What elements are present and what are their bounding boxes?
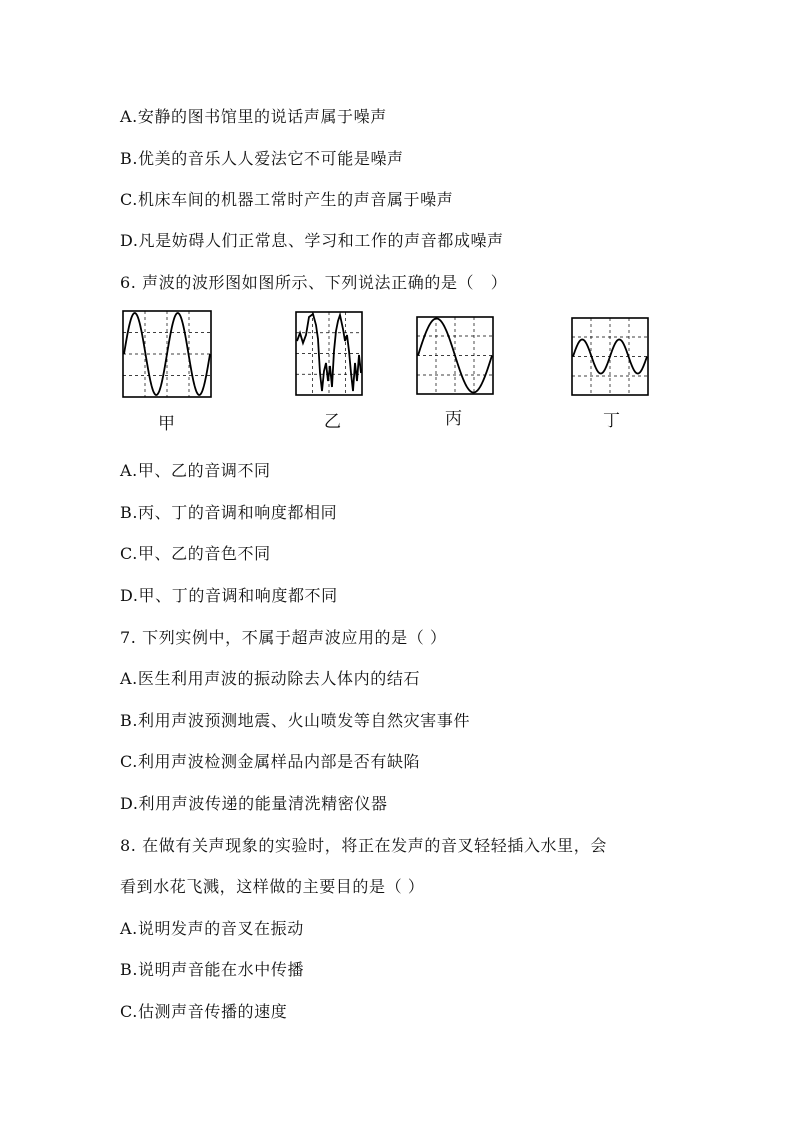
q6-option-c: C.甲、乙的音色不同	[120, 544, 271, 563]
q7-option-d: D.利用声波传递的能量清洗精密仪器	[120, 794, 388, 813]
figure-label-jia: 甲	[158, 414, 175, 434]
q6-option-a: A.甲、乙的音调不同	[120, 461, 271, 480]
q6-option-d: D.甲、丁的音调和响度都不同	[120, 586, 338, 605]
waveform-figure-bing	[416, 316, 494, 395]
q8-option-a: A.说明发声的音叉在振动	[120, 919, 304, 938]
q5-option-a: A.安静的图书馆里的说话声属于噪声	[120, 107, 387, 126]
q7-stem: 7. 下列实例中，不属于超声波应用的是（ ）	[120, 628, 447, 647]
q5-option-d: D.凡是妨碍人们正常息、学习和工作的声音都成噪声	[120, 231, 504, 250]
q7-option-c: C.利用声波检测金属样品内部是否有缺陷	[120, 752, 421, 771]
q8-stem-line2: 看到水花飞溅，这样做的主要目的是（ ）	[120, 877, 425, 896]
waveform-figure-ding	[571, 317, 649, 396]
q7-option-a: A.医生利用声波的振动除去人体内的结石	[120, 669, 421, 688]
figure-label-bing: 丙	[445, 409, 462, 429]
figure-label-yi: 乙	[324, 412, 341, 432]
waveform-figure-jia	[122, 310, 212, 398]
figure-label-ding: 丁	[603, 411, 620, 431]
q7-option-b: B.利用声波预测地震、火山喷发等自然灾害事件	[120, 711, 471, 730]
q8-option-b: B.说明声音能在水中传播	[120, 960, 305, 979]
q5-option-c: C.机床车间的机器工常时产生的声音属于噪声	[120, 190, 454, 209]
q8-stem-line1: 8. 在做有关声现象的实验时，将正在发声的音叉轻轻插入水里，会	[120, 836, 607, 855]
q6-stem: 6. 声波的波形图如图所示、下列说法正确的是（ ）	[120, 273, 508, 292]
q5-option-b: B.优美的音乐人人爱法它不可能是噪声	[120, 149, 404, 168]
q6-option-b: B.丙、丁的音调和响度都相同	[120, 503, 338, 522]
q8-option-c: C.估测声音传播的速度	[120, 1002, 288, 1021]
waveform-figure-yi	[295, 311, 363, 396]
